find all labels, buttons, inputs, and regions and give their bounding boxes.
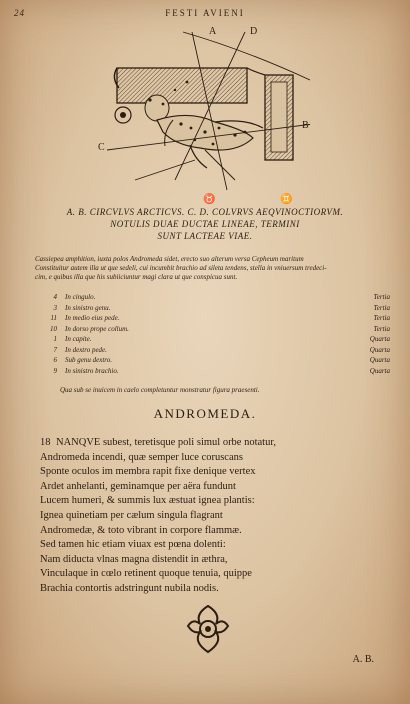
star-row <box>45 325 390 336</box>
star-description: In cingulo. <box>65 293 96 301</box>
verse-text: NANQVE subest, teretisque poli simul orbe notatur, <box>56 437 277 448</box>
star-description: In dorso prope collum. <box>65 324 129 333</box>
verse-line: Vinculaque in cœlo retinent quoque tenuia, quippe <box>40 568 252 580</box>
star-number: 7 <box>53 345 57 354</box>
star-magnitude: Tertia <box>373 303 390 312</box>
star-row <box>45 346 390 357</box>
star-row <box>45 304 390 315</box>
star-description: In medio eius pede. <box>65 314 120 322</box>
verse-number: 18 <box>40 437 51 448</box>
description-note <box>35 255 375 282</box>
figure-caption <box>40 206 370 242</box>
star-magnitude: Tertia <box>373 324 390 333</box>
verse-line: Brachia contortis adstringunt nubila nodis. <box>40 582 219 594</box>
star-list <box>45 293 390 377</box>
star-description: Sub genu dextro. <box>65 356 112 364</box>
verse-line: Ignea quinetiam per cælum singula flagrant <box>40 509 223 521</box>
caption-line: SUNT LACTEAE VIAE. <box>157 231 253 241</box>
label-b: B <box>302 120 309 131</box>
note-line: cim, e quibus illa que his subiiciuntur magi clara ut que conspicua sunt. <box>35 273 238 281</box>
verse-line: Lucem humeri, & summis lux æstuat ignea plantis: <box>40 495 255 507</box>
star-row <box>45 314 390 325</box>
verse-line: Andromeda incendi, quæ semper luce coruscans <box>40 451 243 463</box>
section-title: ANDROMEDA. <box>153 406 257 421</box>
note-line: Constituitur autem illa ut que sedeli, cui incumbit brachio ad sileta tendens, stella in vniuersum tredeci- <box>35 264 327 272</box>
label-a: A <box>209 26 217 37</box>
figure-summary: Qua sub se inuicem in caelo completuntur monstratur figura praesenti. <box>60 386 260 394</box>
star-magnitude: Tertia <box>373 293 390 301</box>
verse-line: Andromedæ, & toto vibrant in corpore flammæ. <box>40 524 242 536</box>
caption-line: A. B. CIRCVLVS ARCTICVS. C. D. COLVRVS AEQVINOCTIORVM. <box>66 207 344 217</box>
verse-line: Sponte oculos im membra rapit fixe denique vertex <box>40 466 256 478</box>
star-magnitude: Quarta <box>369 335 390 343</box>
star-row <box>45 356 390 367</box>
star-row <box>45 335 390 346</box>
star-description: In sinistro brachio. <box>65 366 119 375</box>
gemini-symbol: ♊ <box>280 194 293 205</box>
taurus-symbol: ♉ <box>203 194 216 205</box>
star-magnitude: Tertia <box>373 314 390 322</box>
star-row <box>45 367 390 378</box>
printers-ornament <box>185 604 231 654</box>
andromeda-constellation-woodcut <box>95 20 310 205</box>
star-description: In dextro pede. <box>65 345 107 354</box>
label-c: C <box>98 142 105 153</box>
page-number: 24 <box>14 8 25 18</box>
verse-line: Sed tamen hic etiam viuax est pœna dolenti: <box>40 539 226 551</box>
star-description: In sinistro genu. <box>65 303 111 312</box>
star-number: 6 <box>53 356 57 364</box>
star-magnitude: Quarta <box>369 366 390 375</box>
signature-mark: A. B. <box>352 654 374 665</box>
star-magnitude: Quarta <box>369 356 390 364</box>
star-description: In capite. <box>65 335 92 343</box>
running-title: FESTI AVIENI <box>165 8 245 18</box>
star-magnitude: Quarta <box>369 345 390 354</box>
note-line: Cassiepea amphition, iuxta polos Andromeda sidet, erecto suo alterum versa Cepheum maritum <box>35 255 304 263</box>
verse-line: Ardet anhelanti, geminamque per aëra fundunt <box>40 480 236 492</box>
star-number: 9 <box>53 366 57 375</box>
label-d: D <box>250 26 258 37</box>
verse-line: Nam diducta vlnas magna distendit in æthra, <box>40 553 228 565</box>
star-row <box>45 293 390 304</box>
star-number: 1 <box>53 335 57 343</box>
verse-line <box>40 436 276 451</box>
verse-block <box>40 436 276 597</box>
caption-line: NOTULIS DUAE DUCTAE LINEAE, TERMINI <box>110 219 300 229</box>
star-number: 11 <box>50 314 57 322</box>
star-number: 3 <box>53 303 57 312</box>
star-number: 4 <box>53 293 57 301</box>
star-number: 10 <box>50 324 57 333</box>
